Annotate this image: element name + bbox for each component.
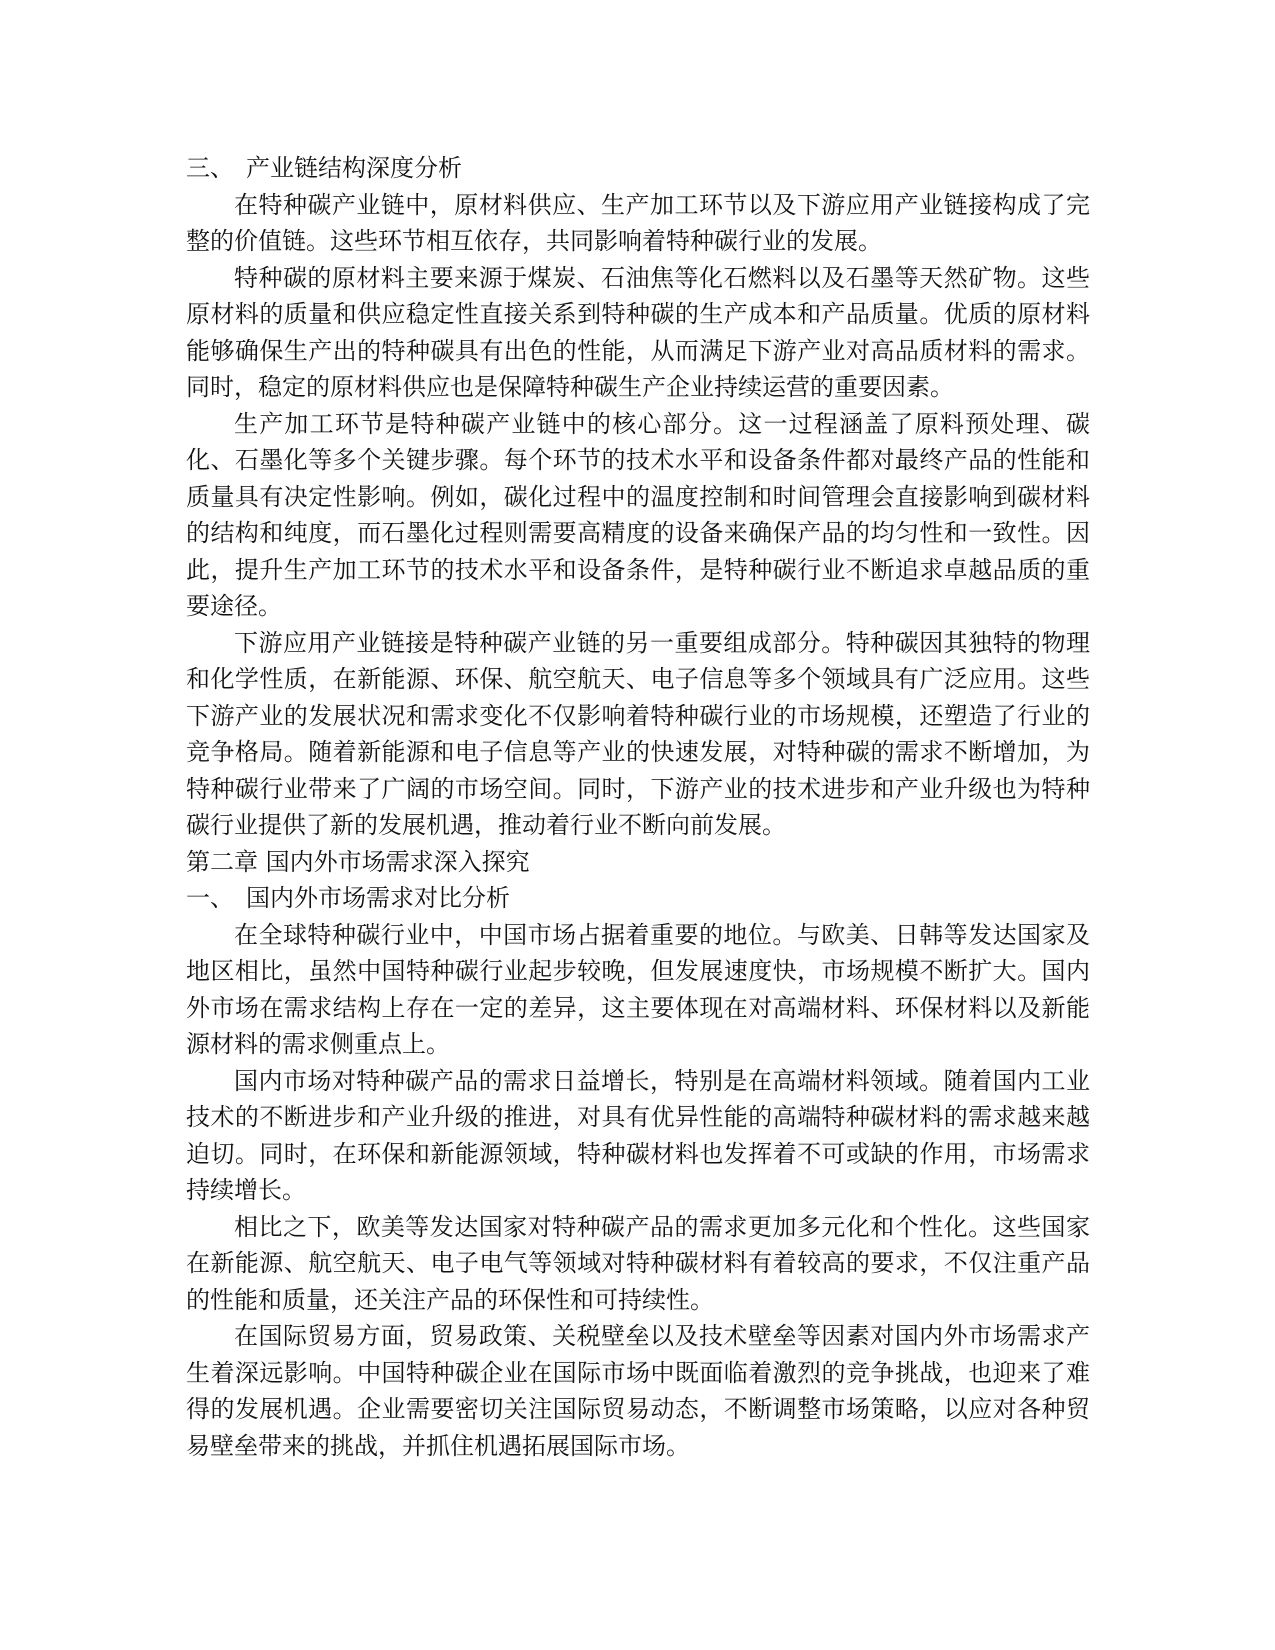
section-number: 三、 <box>186 154 234 182</box>
paragraph: 在全球特种碳行业中，中国市场占据着重要的地位。与欧美、日韩等发达国家及地区相比，虽然中国特种碳行业起步较晚，但发展速度快，市场规模不断扩大。国内外市场在需求结构上存在一定的差异，这主要体现在对高端材料、环保材料以及新能源材料的需求侧重点上。 <box>186 920 1090 1058</box>
paragraph: 在特种碳产业链中，原材料供应、生产加工环节以及下游应用产业链接构成了完整的价值链。这些环节相互依存，共同影响着特种碳行业的发展。 <box>186 190 1090 255</box>
paragraph: 生产加工环节是特种碳产业链中的核心部分。这一过程涵盖了原料预处理、碳化、石墨化等多个关键步骤。每个环节的技术水平和设备条件都对最终产品的性能和质量具有决定性影响。例如，碳化过程中的温度控制和时间管理会直接影响到碳材料的结构和纯度，而石墨化过程则需要高精度的设备来确保产品的均匀性和一致性。因此，提升生产加工环节的技术水平和设备条件，是特种碳行业不断追求卓越品质的重要途径。 <box>186 409 1090 620</box>
section-number: 一、 <box>186 884 234 912</box>
chapter-heading: 第二章 国内外市场需求深入探究 <box>186 847 530 876</box>
section-heading-industry-chain <box>186 150 1090 187</box>
paragraph: 国内市场对特种碳产品的需求日益增长，特别是在高端材料领域。随着国内工业技术的不断进步和产业升级的推进，对具有优异性能的高端特种碳材料的需求越来越迫切。同时，在环保和新能源领域，特种碳材料也发挥着不可或缺的作用，市场需求持续增长。 <box>186 1066 1090 1204</box>
section-title: 产业链结构深度分析 <box>246 154 462 182</box>
paragraph: 下游应用产业链接是特种碳产业链的另一重要组成部分。特种碳因其独特的物理和化学性质，在新能源、环保、航空航天、电子信息等多个领域具有广泛应用。这些下游产业的发展状况和需求变化不仅影响着特种碳行业的市场规模，还塑造了行业的竞争格局。随着新能源和电子信息等产业的快速发展，对特种碳的需求不断增加，为特种碳行业带来了广阔的市场空间。同时，下游产业的技术进步和产业升级也为特种碳行业提供了新的发展机遇，推动着行业不断向前发展。 <box>186 628 1090 839</box>
document-page <box>186 150 1090 1464</box>
section-heading-market-comparison <box>186 880 1090 917</box>
paragraph: 在国际贸易方面，贸易政策、关税壁垒以及技术壁垒等因素对国内外市场需求产生着深远影响。中国特种碳企业在国际市场中既面临着激烈的竞争挑战，也迎来了难得的发展机遇。企业需要密切关注国际贸易动态，不断调整市场策略，以应对各种贸易壁垒带来的挑战，并抓住机遇拓展国际市场。 <box>186 1322 1090 1460</box>
paragraph: 相比之下，欧美等发达国家对特种碳产品的需求更加多元化和个性化。这些国家在新能源、航空航天、电子电气等领域对特种碳材料有着较高的要求，不仅注重产品的性能和质量，还关注产品的环保性和可持续性。 <box>186 1212 1090 1314</box>
paragraph: 特种碳的原材料主要来源于煤炭、石油焦等化石燃料以及石墨等天然矿物。这些原材料的质量和供应稳定性直接关系到特种碳的生产成本和产品质量。优质的原材料能够确保生产出的特种碳具有出色的性能，从而满足下游产业对高品质材料的需求。同时，稳定的原材料供应也是保障特种碳生产企业持续运营的重要因素。 <box>186 263 1090 401</box>
section-title: 国内外市场需求对比分析 <box>246 884 510 912</box>
